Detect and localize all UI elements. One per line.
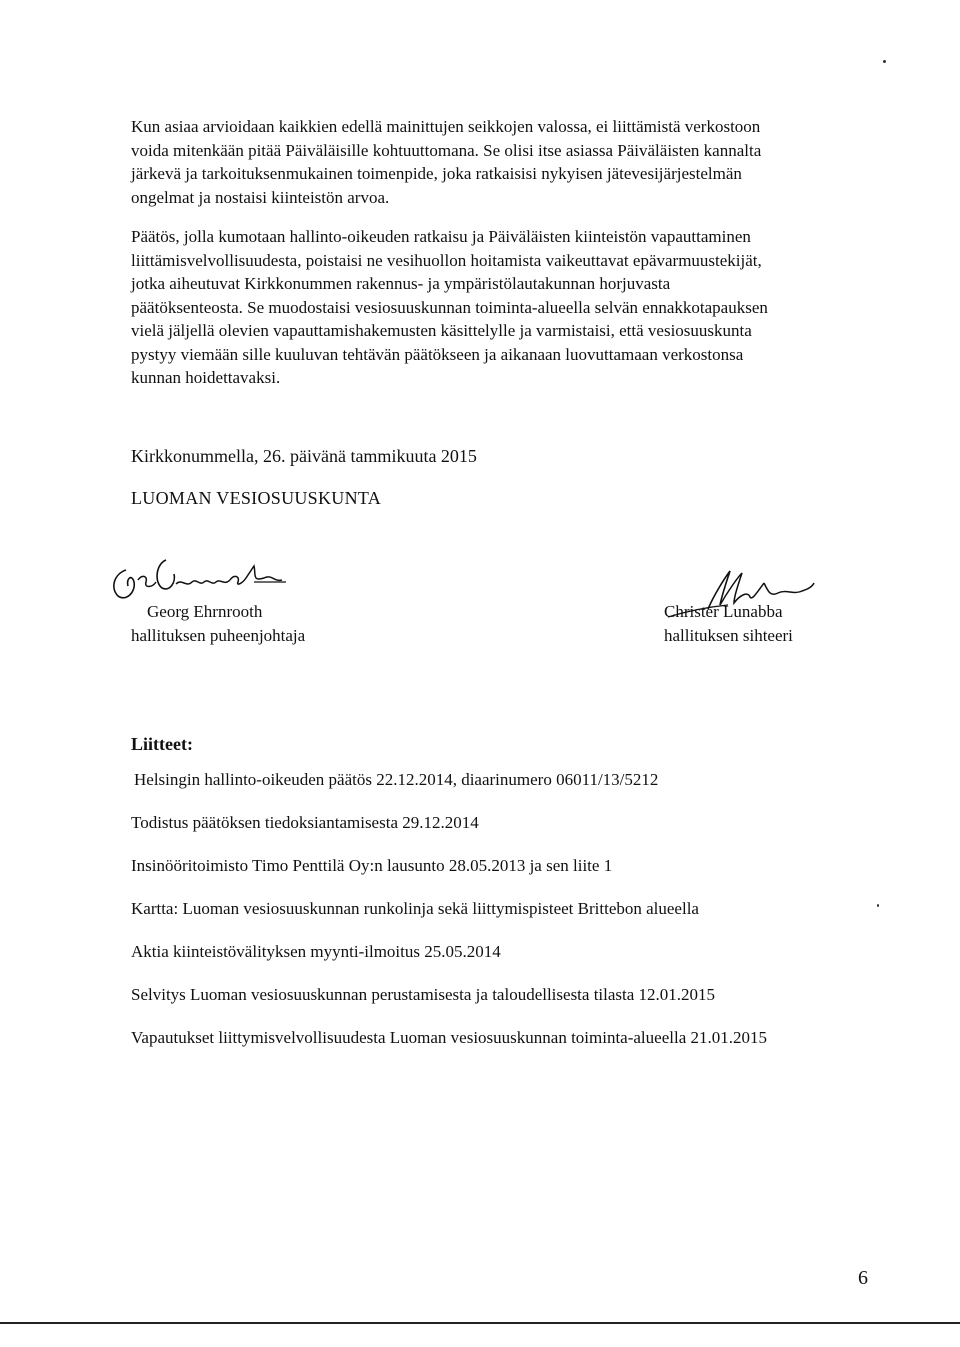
- signatory-1: [131, 600, 305, 648]
- attachment-item: Helsingin hallinto-oikeuden päätös 22.12.2014, diaarinumero 06011/13/5212: [134, 770, 659, 789]
- bottom-rule: [0, 1322, 960, 1324]
- attachments-heading: Liitteet:: [131, 734, 193, 754]
- paragraph-line: liittämisvelvollisuudesta, poistaisi ne vesihuollon hoitamista vaikeuttavat epävarmuustekijät,: [131, 250, 762, 270]
- page-number: 6: [858, 1267, 868, 1289]
- attachment-item: Aktia kiinteistövälityksen myynti-ilmoitus 25.05.2014: [131, 942, 501, 961]
- signatory-2-role: hallituksen sihteeri: [664, 626, 793, 645]
- paragraph-line: jotka aiheutuvat Kirkkonummen rakennus- ja ympäristölautakunnan horjuvasta: [131, 274, 671, 293]
- signatory-1-name: Georg Ehrnrooth: [147, 602, 263, 621]
- paragraph-2: [131, 225, 876, 390]
- signatory-1-role: hallituksen puheenjohtaja: [131, 626, 306, 645]
- scan-speck: [883, 60, 886, 63]
- attachments-list: [131, 770, 767, 1071]
- paragraph-line: järkevä ja tarkoituksenmukainen toimenpide, joka ratkaisisi nykyisen jätevesijärjestelmän: [131, 164, 742, 183]
- paragraph-line: pystyy viemään sille kuuluvan tehtävän päätökseen ja aikanaan luovuttamaan verkostonsa: [131, 344, 744, 364]
- organization-name: LUOMAN VESIOSUUSKUNTA: [131, 488, 382, 508]
- paragraph-line: päätöksenteosta. Se muodostaisi vesiosuuskunnan toiminta-alueella selvän ennakkotapauksen: [131, 297, 768, 317]
- attachment-item: Insinööritoimisto Timo Penttilä Oy:n lausunto 28.05.2013 ja sen liite 1: [131, 856, 613, 875]
- attachment-item: Selvitys Luoman vesiosuuskunnan perustamisesta ja taloudellisesta tilasta 12.01.2015: [131, 985, 716, 1004]
- signatory-2-name: Christer Lunabba: [664, 602, 783, 621]
- paragraph-line: voida mitenkään pitää Päiväläisille kohtuuttomana. Se olisi itse asiassa Päiväläisten kannalta: [131, 140, 762, 160]
- paragraph-line: Päätös, jolla kumotaan hallinto-oikeuden ratkaisu ja Päiväläisten kiinteistön vapauttaminen: [131, 227, 751, 246]
- paragraph-line: kunnan hoidettavaksi.: [131, 368, 281, 387]
- paragraph-line: Kun asiaa arvioidaan kaikkien edellä mainittujen seikkojen valossa, ei liittämistä verkostoon: [131, 117, 761, 136]
- place-date: Kirkkonummella, 26. päivänä tammikuuta 2015: [131, 446, 477, 466]
- attachment-item: Kartta: Luoman vesiosuuskunnan runkolinja sekä liittymispisteet Brittebon alueella: [131, 899, 699, 918]
- paragraph-line: ongelmat ja nostaisi kiinteistön arvoa.: [131, 187, 390, 207]
- attachment-item: Vapautukset liittymisvelvollisuudesta Luoman vesiosuuskunnan toiminta-alueella 21.01.2015: [131, 1028, 767, 1047]
- paragraph-1: [131, 115, 876, 209]
- paragraph-line: vielä jäljellä olevien vapauttamishakemusten käsittelylle ja varmistaisi, että vesiosuuskunta: [131, 321, 752, 340]
- scan-speck: [877, 904, 879, 907]
- attachment-item: Todistus päätöksen tiedoksiantamisesta 29.12.2014: [131, 813, 479, 832]
- signatory-2: [664, 600, 793, 648]
